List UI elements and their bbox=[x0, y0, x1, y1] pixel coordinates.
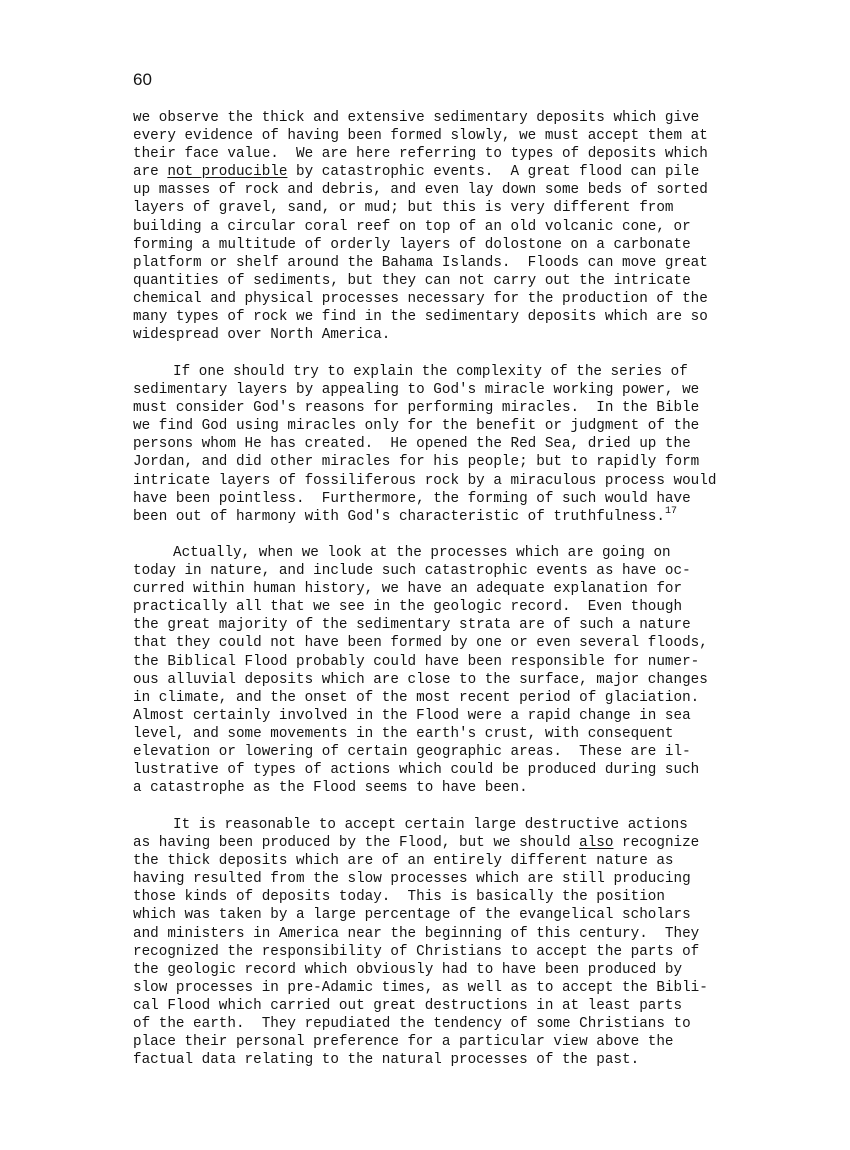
text-line: place their personal preference for a particular view above the bbox=[133, 1034, 674, 1051]
text-line: the geologic record which obviously had to have been produced by bbox=[133, 961, 683, 978]
text-segment: are bbox=[133, 164, 168, 181]
text-line: persons whom He has created. He opened the Red Sea, dried up the bbox=[133, 436, 691, 453]
text-line: we observe the thick and extensive sedimentary deposits which give bbox=[133, 110, 700, 126]
text-line: must consider God's reasons for performing miracles. In the Bible bbox=[133, 400, 700, 417]
paragraph-3 bbox=[133, 544, 743, 797]
text-line: their face value. We are here referring to types of deposits which bbox=[133, 146, 708, 163]
text-line: It is reasonable to accept certain large destructive actions bbox=[173, 817, 688, 833]
text-line: curred within human history, we have an adequate explanation for bbox=[133, 581, 683, 598]
text-line: a catastrophe as the Flood seems to have been. bbox=[133, 780, 528, 797]
page-number: 60 bbox=[133, 70, 152, 89]
text-line bbox=[133, 163, 743, 181]
text-line: that they could not have been formed by one or even several floods, bbox=[133, 635, 708, 652]
text-line: sedimentary layers by appealing to God's miracle working power, we bbox=[133, 382, 700, 399]
text-line: lustrative of types of actions which could be produced during such bbox=[133, 762, 700, 779]
text-line: ous alluvial deposits which are close to the surface, major changes bbox=[133, 671, 708, 688]
text-line: of the earth. They repudiated the tendency of some Christians to bbox=[133, 1016, 691, 1033]
text-line: the Biblical Flood probably could have been responsible for numer- bbox=[133, 653, 700, 670]
text-line: platform or shelf around the Bahama Islands. Floods can move great bbox=[133, 254, 708, 271]
text-line: Actually, when we look at the processes which are going on bbox=[173, 545, 671, 561]
paragraph-2 bbox=[133, 363, 743, 526]
text-line: factual data relating to the natural processes of the past. bbox=[133, 1052, 640, 1069]
text-line: elevation or lowering of certain geographic areas. These are il- bbox=[133, 744, 691, 761]
text-line bbox=[133, 834, 743, 852]
text-line: recognized the responsibility of Christians to accept the parts of bbox=[133, 943, 700, 960]
text-line: widespread over North America. bbox=[133, 327, 391, 344]
paragraph-4 bbox=[133, 816, 743, 1069]
text-line: up masses of rock and debris, and even lay down some beds of sorted bbox=[133, 182, 708, 199]
text-line: forming a multitude of orderly layers of dolostone on a carbonate bbox=[133, 236, 691, 253]
paragraph-1 bbox=[133, 109, 743, 344]
text-line bbox=[133, 505, 743, 526]
text-line: in climate, and the onset of the most recent period of glaciation. bbox=[133, 689, 700, 706]
underlined-text: also bbox=[579, 835, 614, 852]
text-line: and ministers in America near the beginning of this century. They bbox=[133, 925, 700, 942]
text-line: level, and some movements in the earth's crust, with consequent bbox=[133, 725, 674, 742]
text-line: building a circular coral reef on top of an old volcanic cone, or bbox=[133, 218, 691, 235]
text-line: intricate layers of fossiliferous rock by a miraculous process would bbox=[133, 472, 717, 489]
text-segment: by catastrophic events. A great flood can pile bbox=[287, 164, 700, 181]
text-line: practically all that we see in the geologic record. Even though bbox=[133, 599, 683, 616]
text-line: layers of gravel, sand, or mud; but this is very different from bbox=[133, 200, 674, 217]
text-line: Jordan, and did other miracles for his people; but to rapidly form bbox=[133, 454, 700, 471]
text-line: which was taken by a large percentage of the evangelical scholars bbox=[133, 907, 691, 924]
underlined-text: not producible bbox=[167, 164, 288, 181]
text-line: today in nature, and include such catastrophic events as have oc- bbox=[133, 563, 691, 580]
text-segment: as having been produced by the Flood, but we should bbox=[133, 835, 580, 852]
text-line: cal Flood which carried out great destructions in at least parts bbox=[133, 997, 683, 1014]
text-segment: been out of harmony with God's characteristic of truthfulness. bbox=[133, 508, 665, 525]
text-line: have been pointless. Furthermore, the forming of such would have bbox=[133, 490, 691, 507]
text-line: the thick deposits which are of an entirely different nature as bbox=[133, 853, 674, 870]
text-line: those kinds of deposits today. This is basically the position bbox=[133, 889, 665, 906]
text-line: every evidence of having been formed slowly, we must accept them at bbox=[133, 128, 708, 145]
text-line: If one should try to explain the complexity of the series of bbox=[173, 364, 688, 380]
text-line: Almost certainly involved in the Flood were a rapid change in sea bbox=[133, 707, 691, 724]
text-line: having resulted from the slow processes which are still producing bbox=[133, 871, 691, 888]
text-line: many types of rock we find in the sedimentary deposits which are so bbox=[133, 309, 708, 326]
text-line: quantities of sediments, but they can not carry out the intricate bbox=[133, 272, 691, 289]
text-line: slow processes in pre-Adamic times, as well as to accept the Bibli- bbox=[133, 979, 708, 996]
text-line: chemical and physical processes necessary for the production of the bbox=[133, 290, 708, 307]
footnote-reference: 17 bbox=[664, 505, 677, 517]
text-line: the great majority of the sedimentary strata are of such a nature bbox=[133, 617, 691, 634]
text-segment: recognize bbox=[613, 835, 700, 852]
text-line: we find God using miracles only for the benefit or judgment of the bbox=[133, 418, 700, 435]
